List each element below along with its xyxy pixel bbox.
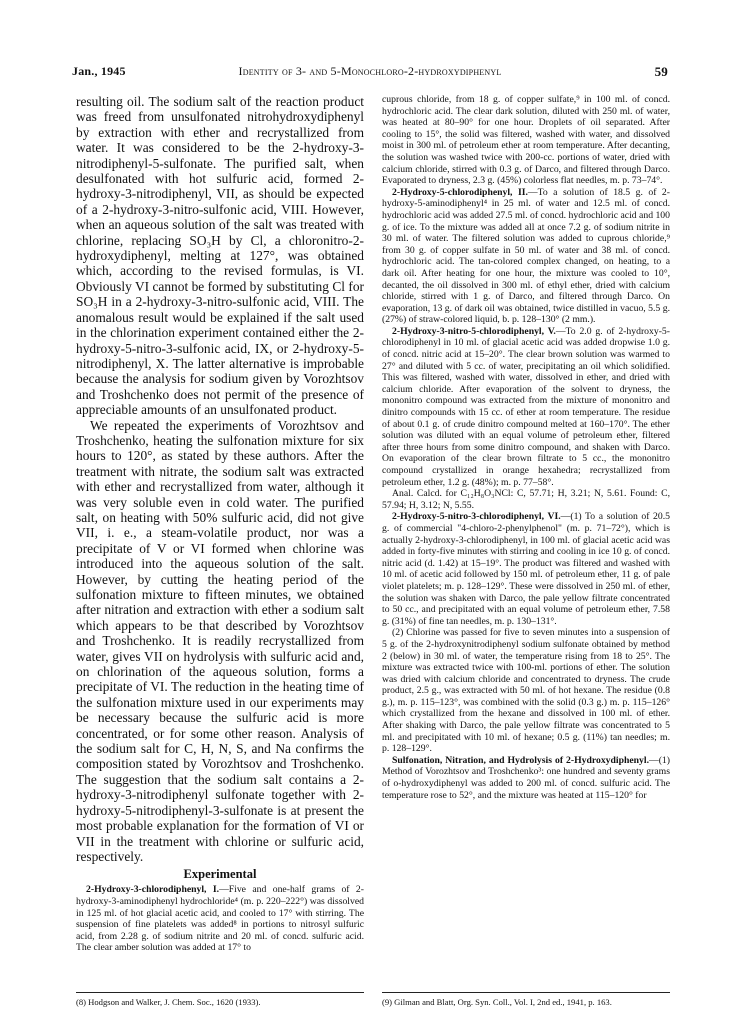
right-column <box>382 94 670 801</box>
procedure-paragraph-5: (2) Chlorine was passed for five to seven minutes into a suspension of 5 g. of the 2-hydroxynitrodiphenyl sodium sulfonate obtained by method 2 (below) in 30 ml. of water, the temperature rising from 18 to 25°. The mixture was extracted twice with 100-ml. portions of ether. The solution was dried with calcium chloride and concentrated to dryness. The crude product, 2.5 g., was extracted with 50 ml. of hot hexane. The residue (0.8 g.), m. p. 115–123°, was combined with the solid (0.3 g.) m. p. 115–126° which crystallized from the hexane and dissolved in 100 ml. of ether. After shaking with Darco, the pale yellow filtrate was concentrated to 5 ml. and precipitated with 10 ml. of hexane; 0.5 g. (11%) tan needles; m. p. 128–129°. <box>382 627 670 755</box>
compound-heading: 2-Hydroxy-5-chlorodiphenyl, II. <box>392 186 528 198</box>
section-heading-experimental: Experimental <box>183 867 257 882</box>
running-head <box>72 64 668 80</box>
experimental-paragraph-1 <box>76 884 364 954</box>
issue-date: Jan., 1945 <box>72 64 126 78</box>
procedure-paragraph-4 <box>382 511 670 627</box>
procedure-continued: cuprous chloride, from 18 g. of copper sulfate,⁹ in 100 ml. of concd. hydrochloric acid. The clear dark solution, diluted with 250 ml. of water, was heated at 80–90° for one hour. Droplets of oil separated. After cooling to 15°, the solid was filtered, washed with water, and dissolved moist in 300 ml. of petroleum ether at room temperature. After decanting, the solution was washed twice with 200-cc. portions of water, dried with calcium chloride, stirred with 0.3 g. of Darco, and filtered through Darco. Evaporated to dryness, 2.3 g. (45%) colorless flat needles, m. p. 73–74°. <box>382 94 670 187</box>
procedure-paragraph-2 <box>382 187 670 326</box>
body-paragraph-1: resulting oil. The sodium salt of the reaction product was freed from unsulfonated nitrohydroxydiphenyl by extraction with ether and recrystallized from water. It was considered to be the 2-hydroxy-3-nitrodiphenyl-5-sulfonate. The purified salt, when desulfonated with hot sulfuric acid, formed 2-hydroxy-3-nitrodiphenyl, VII, as should be expected of a 2-hydroxy-3-nitro-sulfonic acid, VIII. However, when an aqueous solution of the salt was treated with chlorine, replacing SO₃H by Cl, a chloronitro-2-hydroxydiphenyl, melting at 127°, was obtained which, according to the revised formulas, is VI. Obviously VI cannot be formed by substituting Cl for SO₃H in a 2-hydroxy-3-nitro-sulfonic acid, VIII. The anomalous result would be explained if the salt used in the chlorination experiment contained either the 2-hydroxy-5-nitro-3-sulfonic acid, IX, or 2-hydroxy-5-nitrodiphenyl, X. The latter alternative is improbable because the analysis for sodium given by Vorozhtsov and Troshchenko does not permit of the presence of appreciable amounts of an unsulfonated product. <box>76 94 364 418</box>
footnote-divider-left <box>76 992 364 993</box>
procedure-text: —(1) Method of Vorozhtsov and Troshchenko³: one hundred and seventy grams of o-hydroxydiphenyl was added to 200 ml. of concd. sulfuric acid. The temperature rose to 52°, and the mixture was heated at 115–120° for <box>382 754 670 801</box>
procedure-text: —To 2.0 g. of 2-hydroxy-5-chlorodiphenyl in 10 ml. of glacial acetic acid was added dropwise 1.0 g. of concd. nitric acid at 15–20°. The clear brown solution was warmed to 27° and diluted with 5 cc. of water, precipitating an oil which solidified. This was filtered, washed with water, dissolved in ether, and dried with calcium chloride. After evaporation of the solvent to dryness, the mononitro compound was extracted from the mixture of mononitro and dinitro compounds with 15 cc. of ether at room temperature. The residue of about 0.1 g. of crude dinitro compound melted at 160–170°. The ether solution was diluted with an equal volume of petroleum ether, filtered after three hours from some dinitro compound, and shaken with Darco. On evaporation of the clear brown filtrate to 5 cc., the mononitro compound crystallized in orange hexahedra; recrystallized from petroleum ether, 1.2 g. (48%); m. p. 77–58°. <box>382 325 670 488</box>
left-column <box>76 94 364 954</box>
procedure-text: —To a solution of 18.5 g. of 2-hydroxy-5-aminodiphenyl⁴ in 25 ml. of water and 12.5 ml. of concd. hydrochloric acid was added 27.5 ml. of concd. hydrochloric acid and 100 g. of ice. To the mixture was added all at once 7.2 g. of sodium nitrite in 30 ml. of water. The filtered solution was added to cuprous chloride,⁹ from 30 g. of copper sulfate in 50 ml. of water and 38 ml. of concd. hydrochloric acid. The tan-colored complex changed, on heating, to a dark oil. After heating for one hour, the mixture was cooled to 10°, decanted, the oil dissolved in 300 ml. of ethyl ether, dried with calcium chloride, stirred with 1 g. of Darco, and filtered through Darco. On evaporation, 13 g. of dark oil was obtained, twice distilled in vacuo, 5.5 g. (27%) of straw-colored liquid, b. p. 128–130° (2 mm.). <box>382 186 670 326</box>
compound-heading: 2-Hydroxy-5-nitro-3-chlorodiphenyl, VI. <box>392 511 561 523</box>
compound-heading: Sulfonation, Nitration, and Hydrolysis of 2-Hydroxydiphenyl. <box>392 754 650 766</box>
procedure-text: —(1) To a solution of 20.5 g. of commercial "4-chloro-2-phenylphenol" (m. p. 71–72°), which is actually 2-hydroxy-3-chlorodiphenyl, in 100 ml. of glacial acetic acid was added in forty-five minutes with stirring and cooling in ice 10 g. of concd. nitric acid (d. 1.42) at 15–19°. The product was filtered and washed with 10 ml. of acetic acid followed by 150 ml. of petroleum ether, 11 g. of pale violet platelets; m. p. 128–129°. These were dissolved in 250 ml. of ether, the solution was shaken with Darco, the pale yellow filtrate concentrated to 50 cc., and precipitated with an equal volume of petroleum ether, 7.58 g. (31%) of fine tan needles, m. p. 130–131°. <box>382 511 671 627</box>
page-number: 59 <box>654 64 668 79</box>
procedure-paragraph-3 <box>382 326 670 488</box>
procedure-paragraph-6 <box>382 755 670 801</box>
compound-heading: 2-Hydroxy-3-chlorodiphenyl, I. <box>86 884 220 896</box>
footnote-divider-right <box>382 992 670 993</box>
running-title: Identity of 3- and 5-Monochloro-2-hydroxydiphenyl <box>238 64 502 78</box>
compound-heading: 2-Hydroxy-3-nitro-5-chlorodiphenyl, V. <box>392 325 556 337</box>
footnote-8: (8) Hodgson and Walker, J. Chem. Soc., 1620 (1933). <box>76 997 261 1007</box>
body-paragraph-2: We repeated the experiments of Vorozhtsov and Troshchenko, heating the sulfonation mixture for six hours to 120°, as stated by these authors. After the treatment with nitrate, the sodium salt was extracted with ether and recrystallized from water, although it was very soluble even in cold water. The purified salt, on heating with 50% sulfuric acid, did not give VII, i. e., a steam-volatile product, nor was a precipitate of V or VI formed when chlorine was introduced into the aqueous solution of the salt. However, by cutting the heating period of the sulfonation mixture to fifteen minutes, we obtained after nitration and extraction with ether a sodium salt which appears to be that described by Vorozhtsov and Troshchenko. It is readily recrystallized from water, gives VII on hydrolysis with sulfuric acid and, on chlorination of the aqueous solution, forms a precipitate of VI. The reduction in the heating time of the sulfonation mixture used in our experiments may be necessary because the sulfuric acid is more concentrated, or for some other reason. Analysis of the sodium salt for C, H, N, S, and Na confirms the composition stated by Vorozhtsov and Troshchenko. The suggestion that the sodium salt contains a 2-hydroxy-3-nitrodiphenyl sulfonate together with 2-hydroxy-5-nitrodiphenyl-3-sulfonate is at present the most probable explanation for the formation of VI or VII in the treatment with chlorine or sulfuric acid, respectively. <box>76 417 364 864</box>
procedure-text: —Five and one-half grams of 2-hydroxy-3-aminodiphenyl hydrochloride⁴ (m. p. 220–222°) was dissolved in 125 ml. of hot glacial acetic acid, and cooled to 17° with stirring. The suspension of fine platelets was added⁸ in portions to nitrosyl sulfuric acid, from 2.28 g. of sodium nitrite and 20 ml. of concd. sulfuric acid. The clear amber solution was added at 17° to <box>76 884 364 954</box>
analysis-line: Anal. Calcd. for C₁₂H₈O₃NCl: C, 57.71; H, 3.21; N, 5.61. Found: C, 57.94; H, 3.12; N, 5.55. <box>382 488 670 511</box>
footnote-9: (9) Gilman and Blatt, Org. Syn. Coll., Vol. I, 2nd ed., 1941, p. 163. <box>382 997 612 1007</box>
